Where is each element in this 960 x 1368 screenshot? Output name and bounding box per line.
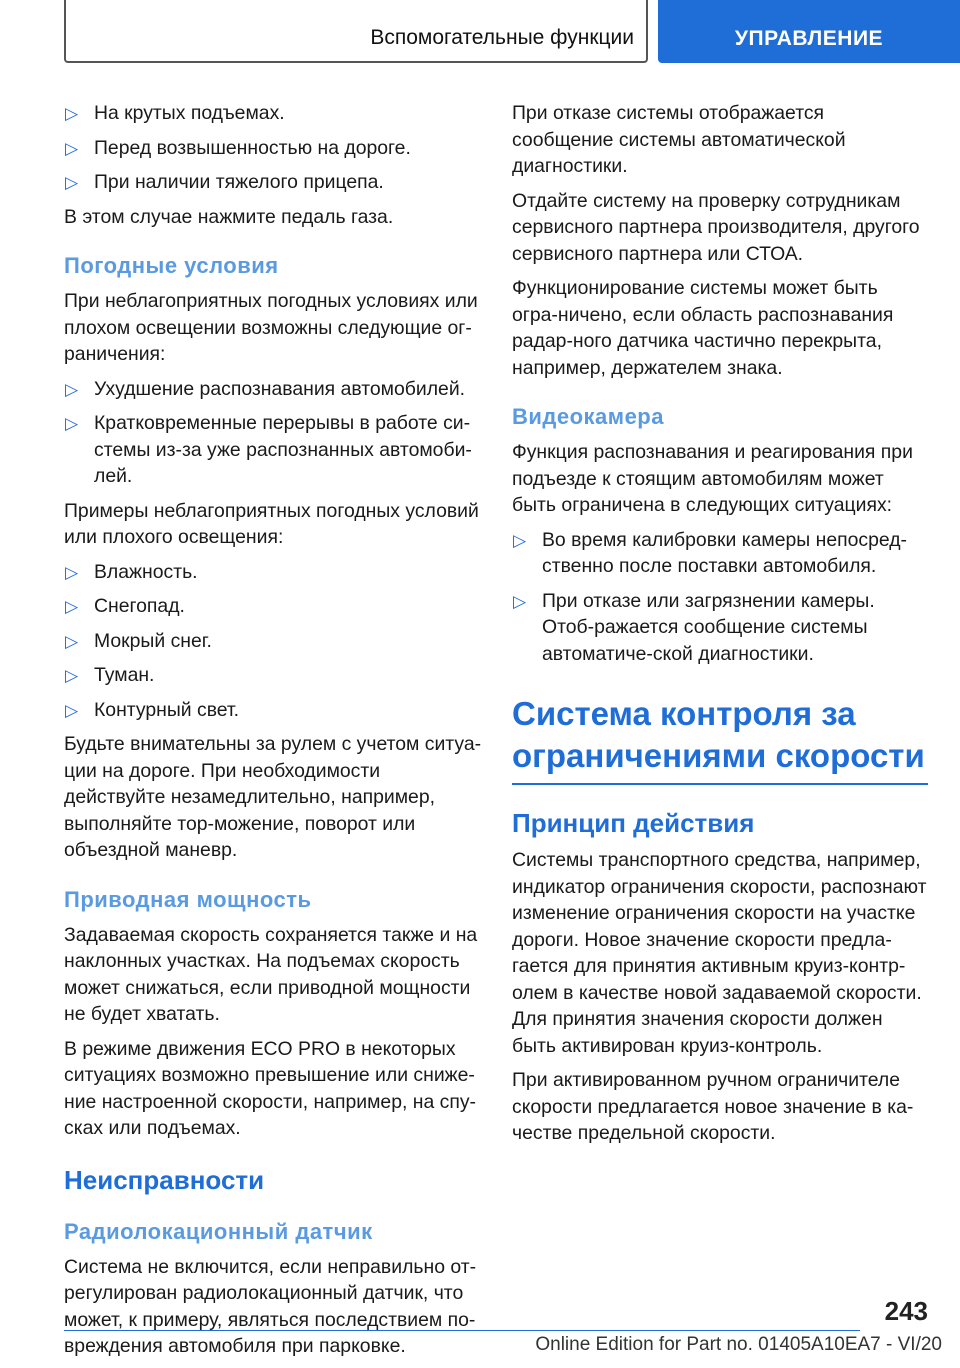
bullet-triangle-icon: ▷ [65, 173, 79, 192]
paragraph-weather: При неблагоприятных погодных условиях или плохом освещении возможны следующие ог-раничения: [64, 290, 478, 365]
list-item: ▷ Контурный свет. [64, 697, 482, 724]
paragraph-power-2: В режиме движения ECO PRO в некоторых ситуациях возможно превышение или сниже-ние настроенной скорости, например, на спу-сках или подъемах. [64, 1037, 476, 1139]
bullet-triangle-icon: ▷ [65, 379, 79, 399]
paragraph-limited: Функционирование системы может быть огра-ничено, если область распознавания радар-ного датчика частично перекрыта, например, держателем знака. [512, 277, 894, 379]
list-item: ▷ Влажность. [64, 559, 482, 586]
paragraph-power-1: Задаваемая скорость сохраняется также и на наклонных участках. На подъемах скорость может снижаться, если приводной мощности не будет хватать. [64, 923, 478, 1025]
list-item: ▷ Туман. [64, 662, 482, 689]
chapter-tab[interactable]: УПРАВЛЕНИЕ [658, 0, 960, 63]
bullet-triangle-icon: ▷ [65, 138, 79, 158]
list-item: ▷ При наличии тяжелого прицепа. [64, 169, 482, 196]
paragraph-principle-2: При активированном ручном ограничителе скорости предлагается новое значение в ка-честве предельной скорости. [512, 1069, 914, 1144]
bullet-triangle-icon: ▷ [65, 414, 79, 433]
paragraph-service: Отдайте систему на проверку сотрудникам сервисного партнера производителя, другого сервисного партнера или СТОА. [512, 189, 920, 265]
paragraph-principle-1: Системы транспортного средства, например, индикатор ограничения скорости, распознают изменение ограничения скорости на участке дороги. Новое значение скорости предла-гается для принятия активным круиз-контр-олем в качестве новой задаваемой скорости. Для принятия значения скорости должен быть активирован круиз-контроль. [512, 849, 927, 1057]
list-item: ▷ При отказе или загрязнении камеры. Отоб-ражается сообщение системы автоматиче-ской диагностики. [513, 589, 875, 665]
list-item: ▷ Кратковременные перерывы в работе си-стемы из-за уже распознанных автомоби-лей. [65, 412, 472, 487]
paragraph-gas: В этом случае нажмите педаль газа. [64, 205, 394, 228]
page-number: 243 [884, 1296, 928, 1326]
paragraph-camera: Функция распознавания и реагирования при подъезде к стоящим автомобилям может быть ограничена в следующих ситуациях: [512, 441, 913, 516]
paragraph-radar: Система не включится, если неправильно от-регулирован радиолокационный датчик, что может, к примеру, являться последствием по-вреждения автомобиля при парковке. [64, 1255, 477, 1357]
bullet-triangle-icon: ▷ [65, 631, 79, 651]
list-item: ▷ Мокрый снег. [64, 628, 482, 655]
list-item: ▷ Ухудшение распознавания автомобилей. [64, 376, 482, 403]
list-item: ▷ На крутых подъемах. [64, 100, 482, 127]
right-column [512, 100, 928, 1155]
heading-weather: Погодные условия [64, 253, 279, 278]
paragraph-fail: При отказе системы отображается сообщение системы автоматической диагностики. [512, 102, 846, 177]
page-header [0, 0, 960, 65]
left-column [64, 100, 482, 1368]
paragraph-attention: Будьте внимательны за рулем с учетом ситуа-ции на дороге. При необходимости действуйте незамедлительно, например, выполняйте тор-можение, поворот или объездной маневр. [64, 733, 482, 861]
list-item: ▷ Перед возвышенностью на дороге. [64, 135, 482, 162]
heading-radar: Радиолокационный датчик [64, 1218, 373, 1244]
bullet-triangle-icon: ▷ [65, 104, 79, 123]
heading-speed-limit-system: Система контроля за ограничениями скорости [512, 693, 928, 785]
bullet-triangle-icon: ▷ [65, 666, 79, 685]
heading-camera: Видеокамера [512, 404, 664, 429]
paragraph-examples: Примеры неблагоприятных погодных условий или плохого освещения: [64, 499, 479, 548]
bullet-triangle-icon: ▷ [65, 597, 79, 616]
bullet-triangle-icon: ▷ [65, 700, 79, 720]
footer-divider [64, 1330, 860, 1331]
footer-edition: Online Edition for Part no. 01405A10EA7 - VI/20 [535, 1334, 942, 1355]
list-item: ▷ Снегопад. [64, 593, 482, 620]
bullet-triangle-icon: ▷ [513, 591, 527, 611]
section-title: Вспомогательные функции [64, 0, 648, 63]
bullet-triangle-icon: ▷ [65, 562, 79, 582]
list-item: ▷ Во время калибровки камеры непосред-ственно после поставки автомобиля. [513, 528, 908, 577]
bullet-triangle-icon: ▷ [513, 530, 527, 550]
heading-principle: Принцип действия [512, 808, 755, 838]
heading-power: Приводная мощность [64, 886, 312, 912]
heading-faults: Неисправности [64, 1164, 265, 1195]
